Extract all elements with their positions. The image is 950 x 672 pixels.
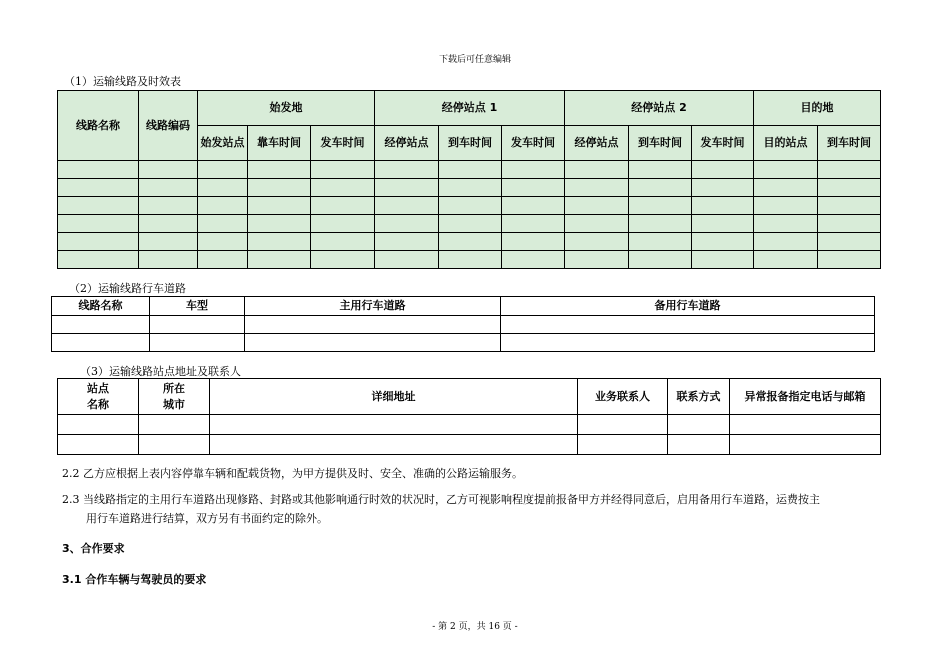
header-stop1-depart-time: 发车时间 xyxy=(502,126,565,161)
header-origin-depart-time: 发车时间 xyxy=(311,126,375,161)
paragraph-2-3-line1: 2.3 当线路指定的主用行车道路出现修路、封路或其他影响通行时效的状况时，乙方可视影响程度提前报备甲方并经得同意后，启用备用行车道路，运费按主 xyxy=(62,493,820,506)
route-road-table xyxy=(51,296,875,352)
header-stop2-station: 经停站点 xyxy=(565,126,629,161)
section2-caption: （2）运输线路行车道路 xyxy=(69,282,186,295)
header-stop2-depart-time: 发车时间 xyxy=(692,126,754,161)
header-origin-dock-time: 靠车时间 xyxy=(248,126,311,161)
header-station-name: 站点名称 xyxy=(58,379,139,415)
header-origin: 始发地 xyxy=(198,91,375,126)
paragraph-2-2: 2.2 乙方应根据上表内容停靠车辆和配载货物，为甲方提供及时、安全、准确的公路运输服务。 xyxy=(62,467,523,480)
header-stop1-arrive-time: 到车时间 xyxy=(439,126,502,161)
route-timeliness-table xyxy=(57,90,881,269)
header-primary-road: 主用行车道路 xyxy=(245,297,501,316)
page-header-note: 下载后可任意编辑 xyxy=(438,55,511,65)
station-contact-table xyxy=(57,378,881,455)
header-origin-station: 始发站点 xyxy=(198,126,248,161)
paragraph-2-3-line2: 用行车道路进行结算，双方另有书面约定的除外。 xyxy=(86,512,328,525)
section3-caption: （3）运输线路站点地址及联系人 xyxy=(80,365,241,378)
table-row xyxy=(58,251,881,269)
header-route-name: 线路名称 xyxy=(52,297,150,316)
header-exception-contact: 异常报备指定电话与邮箱 xyxy=(730,379,881,415)
table-row xyxy=(58,197,881,215)
header-backup-road: 备用行车道路 xyxy=(501,297,875,316)
table-row xyxy=(58,161,881,179)
page-footer: - 第 2 页，共 16 页 - xyxy=(432,622,518,632)
section1-caption: （1）运输线路及时效表 xyxy=(64,75,181,88)
header-dest-arrive-time: 到车时间 xyxy=(818,126,881,161)
table-row xyxy=(58,179,881,197)
table-row xyxy=(58,233,881,251)
table-row xyxy=(58,415,881,435)
header-stop2: 经停站点 2 xyxy=(565,91,754,126)
table-row xyxy=(58,435,881,455)
header-contact-method: 联系方式 xyxy=(668,379,730,415)
header-route-name: 线路名称 xyxy=(58,91,139,161)
header-contact-person: 业务联系人 xyxy=(578,379,668,415)
table-row xyxy=(58,215,881,233)
header-destination: 目的地 xyxy=(754,91,881,126)
header-stop1-station: 经停站点 xyxy=(375,126,439,161)
header-address: 详细地址 xyxy=(210,379,578,415)
header-route-code: 线路编码 xyxy=(139,91,198,161)
table-row xyxy=(52,316,875,334)
header-stop1: 经停站点 1 xyxy=(375,91,565,126)
header-dest-station: 目的站点 xyxy=(754,126,818,161)
table-row xyxy=(52,334,875,352)
heading-3: 3、合作要求 xyxy=(62,542,125,555)
header-vehicle-type: 车型 xyxy=(150,297,245,316)
header-stop2-arrive-time: 到车时间 xyxy=(629,126,692,161)
header-city: 所在城市 xyxy=(139,379,210,415)
heading-3-1: 3.1 合作车辆与驾驶员的要求 xyxy=(62,573,207,586)
